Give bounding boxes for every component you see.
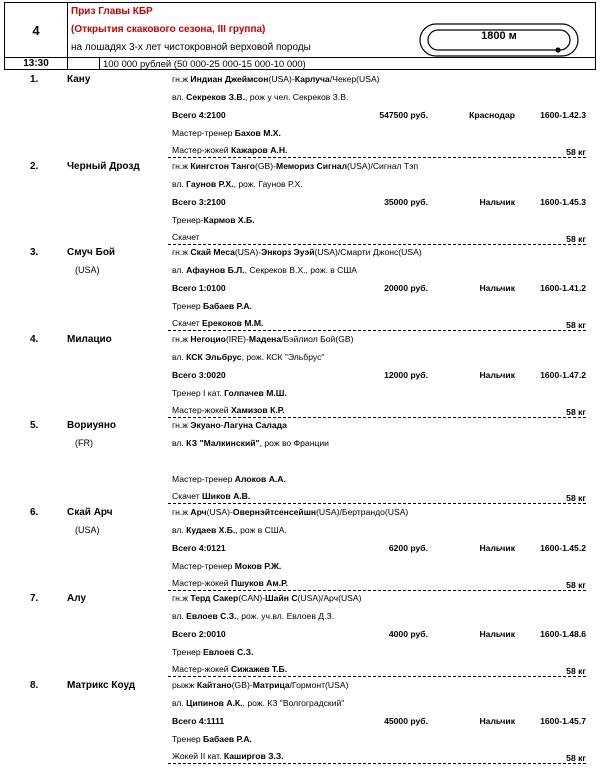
track-diagram (419, 23, 579, 57)
entry-number: 1. (30, 74, 39, 85)
pedigree: гн.ж Терд Сакер(CAN)-Шайн С(USA)/Арч(USA) (172, 593, 362, 603)
jockey-line: Скачет (172, 231, 200, 242)
race-record: Всего 1:0100 (172, 283, 226, 293)
weight: 58 кг (566, 493, 586, 503)
best-time: 1600-1.45.3 (540, 196, 586, 207)
divider (168, 157, 586, 158)
entry-number: 7. (30, 593, 39, 604)
trainer-line: Тренер Бабаев Р.А. (172, 301, 252, 311)
horse-name: Скай Арч (67, 506, 113, 518)
trainer-line: Тренер Евлоев С.З. (172, 647, 254, 657)
horse-name: Кану (67, 74, 91, 85)
pedigree: гн.ж Негоцио(IRE)-Мадена/Бэйлиол Бой(GB) (172, 333, 354, 344)
best-place: Нальчик (479, 196, 515, 207)
pedigree: гн.ж Экуано-Лагуна Салада (172, 420, 287, 430)
divider (168, 330, 586, 331)
entry-row (0, 592, 600, 678)
horse-name: Алу (67, 593, 87, 604)
weight: 58 кг (566, 233, 586, 244)
horse-origin: (USA) (75, 265, 100, 275)
entry-row (0, 160, 600, 246)
race-conditions: на лошадях 3-х лет чистокровной верховой породы (71, 42, 311, 53)
race-distance: 1800 м (481, 30, 517, 42)
owner-line: вл. КСК Эльбрус, рож. КСК "Эльбрус" (172, 351, 325, 362)
entry-row (0, 246, 600, 332)
best-time: 1600-1.48.6 (540, 629, 586, 639)
divider (168, 244, 586, 245)
trainer-line: Мастер-тренер Алоков А.А. (172, 474, 286, 484)
jockey-line: Жокей II кат. Каширгов З.З. (172, 750, 284, 761)
weight: 58 кг (566, 147, 586, 157)
best-place: Нальчик (479, 369, 515, 380)
jockey-line: Мастер-жокей Сижажев Т.Б. (172, 664, 288, 674)
trainer-line: Тренер Бабаев Р.А. (172, 733, 252, 744)
weight: 58 кг (566, 320, 586, 330)
pedigree: гн.ж Скай Меса(USA)-Энкорз Эуэй(USA)/Смарти Джонс(USA) (172, 247, 422, 257)
trainer-line: Мастер-тренер Бахов М.Х. (172, 128, 281, 138)
pedigree: гн.ж Арч(USA)-Овернэйтсенсейшн(USA)/Бертрандо(USA) (172, 506, 409, 517)
race-record: Всего 4:0121 (172, 542, 226, 553)
trainer-line: Тренер I кат. Голпачев М.Ш. (172, 387, 287, 398)
divider (168, 590, 586, 591)
race-record: Всего 3:2100 (172, 196, 226, 207)
pedigree: гн.ж Индиан Джеймсон(USA)-Карлуча/Чекер(USA) (172, 74, 380, 84)
trainer-line: Мастер-тренер Моков Р.Ж. (172, 560, 282, 571)
owner-line: вл. Евлоев С.З., рож. уч.вл. Евлоев Д.З. (172, 611, 335, 621)
earnings: 45000 руб. (384, 715, 428, 726)
weight: 58 кг (566, 752, 586, 763)
race-record: Всего 2:0010 (172, 629, 226, 639)
divider (99, 57, 100, 69)
race-record: Всего 4:2100 (172, 110, 226, 120)
jockey-line: Мастер-жокей Хамизов К.Р. (172, 404, 285, 415)
best-place: Краснодар (469, 110, 515, 120)
best-place: Нальчик (479, 283, 515, 293)
earnings: 6200 руб. (388, 542, 428, 553)
horse-origin: (FR) (75, 438, 93, 448)
earnings: 20000 руб. (384, 283, 428, 293)
entry-number: 4. (30, 333, 39, 345)
horse-name: Милацио (67, 333, 112, 345)
best-time: 1600-1.42.3 (540, 110, 586, 120)
horse-name: Черный Дрозд (67, 160, 140, 172)
race-subtitle: (Открытия скакового сезона, III группа) (71, 24, 266, 35)
race-title: Приз Главы КБР (71, 6, 153, 17)
weight: 58 кг (566, 666, 586, 676)
entry-number: 5. (30, 420, 39, 431)
owner-line: вл. КЗ "Малкинский", рож во Франции (172, 438, 329, 448)
owner-line: вл. Секреков З.В., рож у чел. Секреков З.В. (172, 92, 349, 102)
best-place: Нальчик (479, 629, 515, 639)
jockey-line: Скачет Шиков А.В. (172, 491, 251, 501)
race-time: 13:30 (5, 57, 68, 69)
race-record: Всего 3:0020 (172, 369, 226, 380)
pedigree: рыжж Кайтано(GB)-Матрица/Гормонт(USA) (172, 679, 349, 690)
entry-row (0, 506, 600, 592)
jockey-line: Скачет Ерекоков М.М. (172, 318, 264, 328)
owner-line: вл. Афаунов Б.Л., Секреков В.Х., рож. в США (172, 265, 357, 275)
earnings: 547500 руб. (379, 110, 428, 120)
owner-line: вл. Ципинов А.К., рож. КЗ "Волгоградский" (172, 697, 345, 708)
divider (168, 763, 586, 764)
horse-name: Вориуяно (67, 420, 116, 431)
best-place: Нальчик (479, 542, 515, 553)
best-time: 1600-1.47.2 (540, 369, 586, 380)
earnings: 4000 руб. (388, 629, 428, 639)
best-time: 1600-1.45.7 (540, 715, 586, 726)
jockey-line: Мастер-жокей Пшуков Ам.Р. (172, 577, 288, 588)
race-record: Всего 4:1111 (172, 715, 225, 726)
entry-row (0, 73, 600, 159)
entry-number: 6. (30, 506, 39, 518)
weight: 58 кг (566, 579, 586, 590)
race-header (4, 2, 596, 70)
race-number: 4 (5, 3, 68, 58)
best-time: 1600-1.45.2 (540, 542, 586, 553)
divider (168, 676, 586, 677)
best-time: 1600-1.41.2 (540, 283, 586, 293)
entry-row (0, 333, 600, 419)
horse-name: Смуч Бой (67, 247, 116, 258)
divider (67, 57, 595, 58)
divider (168, 503, 586, 504)
entry-number: 2. (30, 160, 39, 172)
best-place: Нальчик (479, 715, 515, 726)
earnings: 12000 руб. (384, 369, 428, 380)
owner-line: вл. Гаунов Р.Х., рож. Гаунов Р.Х. (172, 178, 303, 189)
weight: 58 кг (566, 406, 586, 417)
horse-name: Матрикс Коуд (67, 679, 136, 691)
horse-origin: (USA) (75, 524, 100, 535)
divider (168, 417, 586, 418)
pedigree: гн.ж Кингстон Танго(GB)-Мемориз Сигнал(USA)/Сигнал Тэп (172, 160, 419, 171)
entry-row (0, 679, 600, 765)
entry-row (0, 419, 600, 505)
race-prize: 100 000 рублей (50 000-25 000-15 000-10 000) (103, 59, 306, 70)
earnings: 35000 руб. (384, 196, 428, 207)
trainer-line: Тренер-Кармов Х.Б. (172, 214, 255, 225)
entry-number: 3. (30, 247, 39, 258)
owner-line: вл. Кудаев Х.Б., рож в США. (172, 524, 287, 535)
entry-number: 8. (30, 679, 39, 691)
jockey-line: Мастер-жокей Кажаров А.Н. (172, 145, 288, 155)
